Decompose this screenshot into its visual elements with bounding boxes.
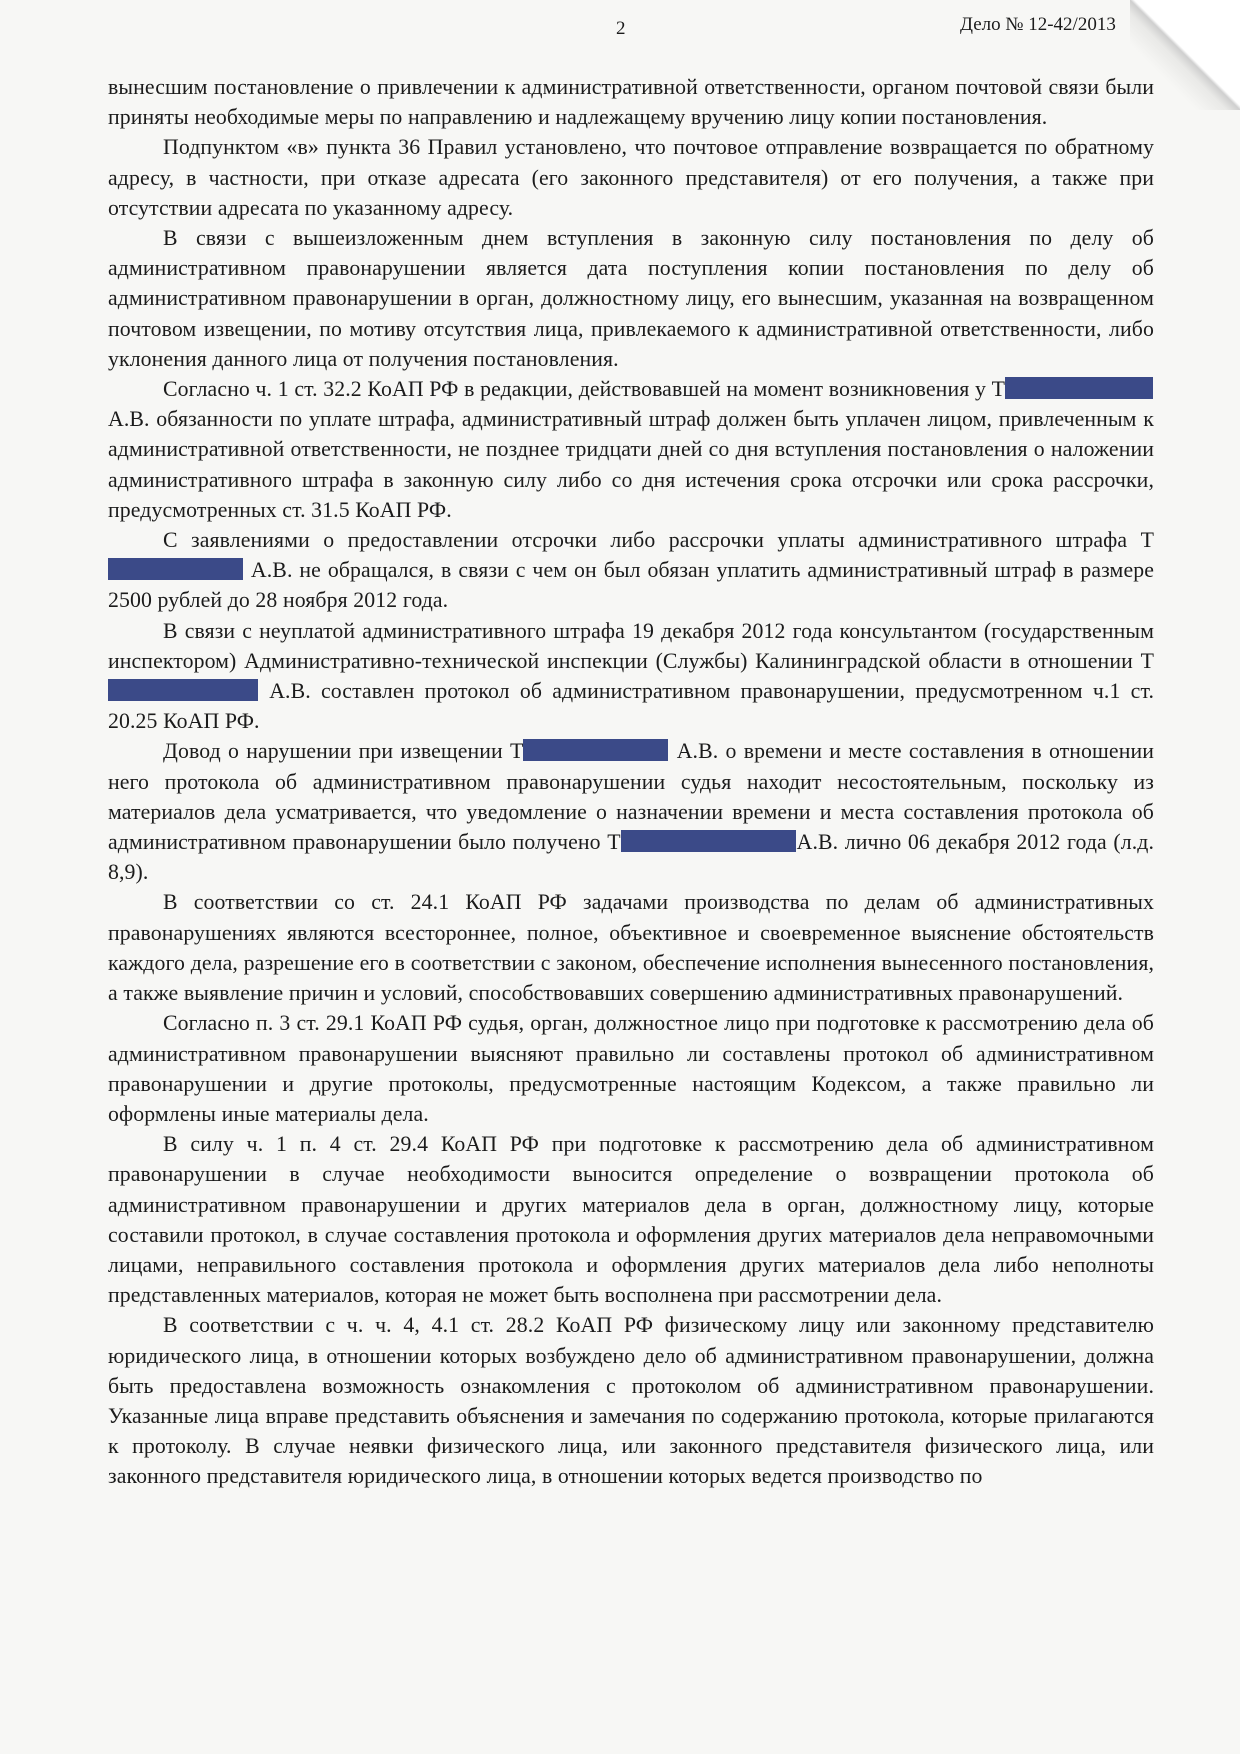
paragraph-6-part-b: А.В. составлен протокол об административном правонарушении, предусмотренном ч.1 ст. 20.25 КоАП РФ. bbox=[108, 679, 1154, 734]
paragraph-5 bbox=[108, 525, 1154, 616]
redacted-surname bbox=[108, 679, 258, 701]
paragraph-7-part-a: Довод о нарушении при извещении Т bbox=[163, 739, 524, 764]
paragraph-8: В соответствии со ст. 24.1 КоАП РФ задачами производства по делам об административных правонарушениях являются всестороннее, полное, объективное и своевременное выяснение обстоятельств каждого дела, разрешение его в соответствии с законом, обеспечение исполнения вынесенного постановления, а также выявление причин и условий, способствовавших совершению административных правонарушений. bbox=[108, 890, 1154, 1006]
paragraph-4-part-a: Согласно ч. 1 ст. 32.2 КоАП РФ в редакции, действовавшей на момент возникновения у Т bbox=[163, 377, 1005, 402]
redacted-surname bbox=[523, 739, 668, 761]
page-number: 2 bbox=[616, 18, 626, 39]
redacted-surname bbox=[108, 558, 243, 580]
paragraph-7-part-c: А.В. лично 06 декабря 2012 года (л.д. 8,9). bbox=[108, 830, 1154, 885]
paragraph-7-part-b: А.В. о времени и месте составления в отношении него протокола об административном правонарушении судья находит несостоятельным, поскольку из материалов дела усматривается, что уведомление о назначении времени и места составления протокола об административном правонарушении было получено Т bbox=[108, 739, 1154, 855]
paragraph-3: В связи с вышеизложенным днем вступления в законную силу постановления по делу об административном правонарушении является дата поступления копии постановления по делу об административном правонарушении в орган, должностному лицу, его вынесшим, указанная на возвращенном почтовом извещении, по мотиву отсутствия лица, привлекаемого к административной ответственности, либо уклонения данного лица от получения постановления. bbox=[108, 226, 1154, 371]
paragraph-2: Подпунктом «в» пункта 36 Правил установлено, что почтовое отправление возвращается по обратному адресу, в частности, при отказе адресата (его законного представителя) от его получения, а также при отсутствии адресата по указанному адресу. bbox=[108, 135, 1154, 220]
paragraph-6 bbox=[108, 616, 1154, 737]
paragraph-10: В силу ч. 1 п. 4 ст. 29.4 КоАП РФ при подготовке к рассмотрению дела об административном правонарушении в случае необходимости выносится определение о возвращении протокола об административном правонарушении и других материалов дела в орган, должностному лицу, которые составили протокол, в случае составления протокола и оформления других материалов дела неправомочными лицами, неправильного составления протокола и оформления других материалов дела либо неполноты представленных материалов, которая не может быть восполнена при рассмотрении дела. bbox=[108, 1132, 1154, 1308]
case-number: Дело № 12-42/2013 bbox=[960, 14, 1116, 35]
paragraph-4 bbox=[108, 374, 1154, 525]
paragraph-4-part-b: А.В. обязанности по уплате штрафа, административный штраф должен быть уплачен лицом, привлеченным к административной ответственности, не позднее тридцати дней со дня вступления постановления о наложении административного штрафа в законную силу либо со дня истечения срока отсрочки или срока рассрочки, предусмотренных ст. 31.5 КоАП РФ. bbox=[108, 407, 1154, 522]
redacted-surname bbox=[1005, 377, 1153, 399]
paragraph-11: В соответствии с ч. ч. 4, 4.1 ст. 28.2 КоАП РФ физическому лицу или законному представителю юридического лица, в отношении которых возбуждено дело об административном правонарушении, должна быть предоставлена возможность ознакомления с протоколом об административном правонарушении. Указанные лица вправе представить объяснения и замечания по содержанию протокола, которые прилагаются к протоколу. В случае неявки физического лица, или законного представителя физического лица, или законного представителя юридического лица, в отношении которых ведется производство по bbox=[108, 1313, 1154, 1489]
paragraph-1: вынесшим постановление о привлечении к административной ответственности, органом почтовой связи были приняты необходимые меры по направлению и надлежащему вручению лицу копии постановления. bbox=[108, 75, 1154, 130]
redacted-surname bbox=[621, 830, 796, 852]
document-body bbox=[108, 72, 1154, 1492]
paragraph-5-part-b: А.В. не обращался, в связи с чем он был обязан уплатить административный штраф в размере 2500 рублей до 28 ноября 2012 года. bbox=[108, 558, 1154, 613]
paragraph-5-part-a: С заявлениями о предоставлении отсрочки либо рассрочки уплаты административного штрафа Т bbox=[163, 528, 1154, 553]
paragraph-6-part-a: В связи с неуплатой административного штрафа 19 декабря 2012 года консультантом (государственным инспектором) Административно-технической инспекции (Службы) Калининградской области в отношении Т bbox=[108, 618, 1154, 673]
paragraph-7 bbox=[108, 736, 1154, 887]
paragraph-9: Согласно п. 3 ст. 29.1 КоАП РФ судья, орган, должностное лицо при подготовке к рассмотрению дела об административном правонарушении выясняют правильно ли составлены протокол об административном правонарушении и другие протоколы, предусмотренные настоящим Кодексом, а также правильно ли оформлены иные материалы дела. bbox=[108, 1011, 1154, 1126]
